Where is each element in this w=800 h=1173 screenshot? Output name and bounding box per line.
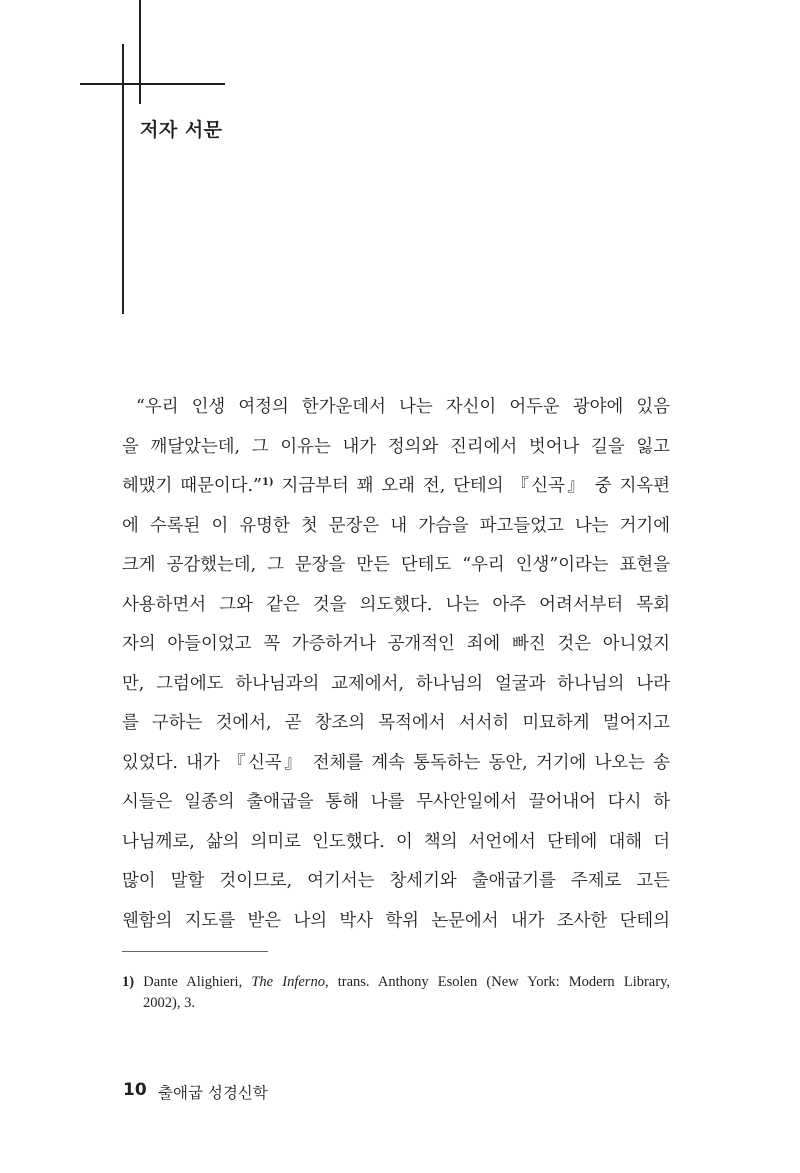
- body-line: 사용하면서 그와 같은 것을 의도했다. 나는 아주 어려서부터 목회: [122, 594, 670, 615]
- footnote-book-title: The Inferno: [251, 974, 325, 990]
- body-line: 많이 말할 것이므로, 여기서는 창세기와 출애굽기를 주제로 고든: [122, 871, 670, 891]
- body-text: [122, 390, 670, 943]
- decorative-vertical-rule-long: [122, 44, 124, 314]
- body-line: 에 수록된 이 유명한 첫 문장은 내 가슴을 파고들었고 나는 거기에: [122, 515, 670, 536]
- footnote-author: Dante Alighieri,: [134, 974, 252, 990]
- body-line: 자의 아들이었고 꼭 가증하거나 공개적인 죄에 빠진 것은 아니었지: [122, 634, 670, 654]
- body-line: [122, 469, 670, 509]
- body-line: 시들은 일종의 출애굽을 통해 나를 무사안일에서 끌어내어 다시 하: [122, 792, 670, 812]
- body-line: 을 깨달았는데, 그 이유는 내가 정의와 진리에서 벗어나 길을 잃고: [122, 436, 670, 457]
- body-line: 크게 공감했는데, 그 문장을 만든 단테도 “우리 인생”이라는 표현을: [122, 555, 670, 575]
- footnote-reference[interactable]: 1): [261, 477, 274, 488]
- footnote-separator: [122, 951, 268, 952]
- footnote: [122, 972, 670, 1014]
- body-line: 만, 그럼에도 하나님과의 교제에서, 하나님의 얼굴과 하나님의 나라: [122, 673, 670, 694]
- decorative-horizontal-rule: [80, 83, 225, 85]
- footnote-line: 2002), 3.: [143, 995, 195, 1011]
- decorative-vertical-rule-short: [139, 0, 141, 104]
- footnote-citation: , trans. Anthony Esolen (New York: Modern Library,: [324, 974, 671, 990]
- footnote-number: 1): [122, 974, 135, 990]
- body-line: 나님께로, 삶의 의미로 인도했다. 이 책의 서언에서 단테에 대해 더: [122, 831, 670, 852]
- footnote-line: [122, 972, 670, 993]
- page-number: 10: [123, 1080, 147, 1100]
- body-line: “우리 인생 여정의 한가운데서 나는 자신이 어두운 광야에 있음: [136, 397, 670, 417]
- body-line-text: 헤맸기 때문이다.”: [122, 476, 262, 496]
- chapter-title: 저자 서문: [140, 119, 223, 141]
- body-line-text: 지금부터 꽤 오래 전, 단테의 『신곡』 중 지옥편: [273, 476, 671, 496]
- body-line: 있었다. 내가 『신곡』 전체를 계속 통독하는 동안, 거기에 나오는 송: [122, 752, 670, 773]
- running-head: 출애굽 성경신학: [158, 1084, 268, 1102]
- body-line: 를 구하는 것에서, 곧 창조의 목적에서 서서히 미묘하게 멀어지고: [122, 713, 670, 733]
- body-line: 웬함의 지도를 받은 나의 박사 학위 논문에서 내가 조사한 단테의: [122, 910, 670, 931]
